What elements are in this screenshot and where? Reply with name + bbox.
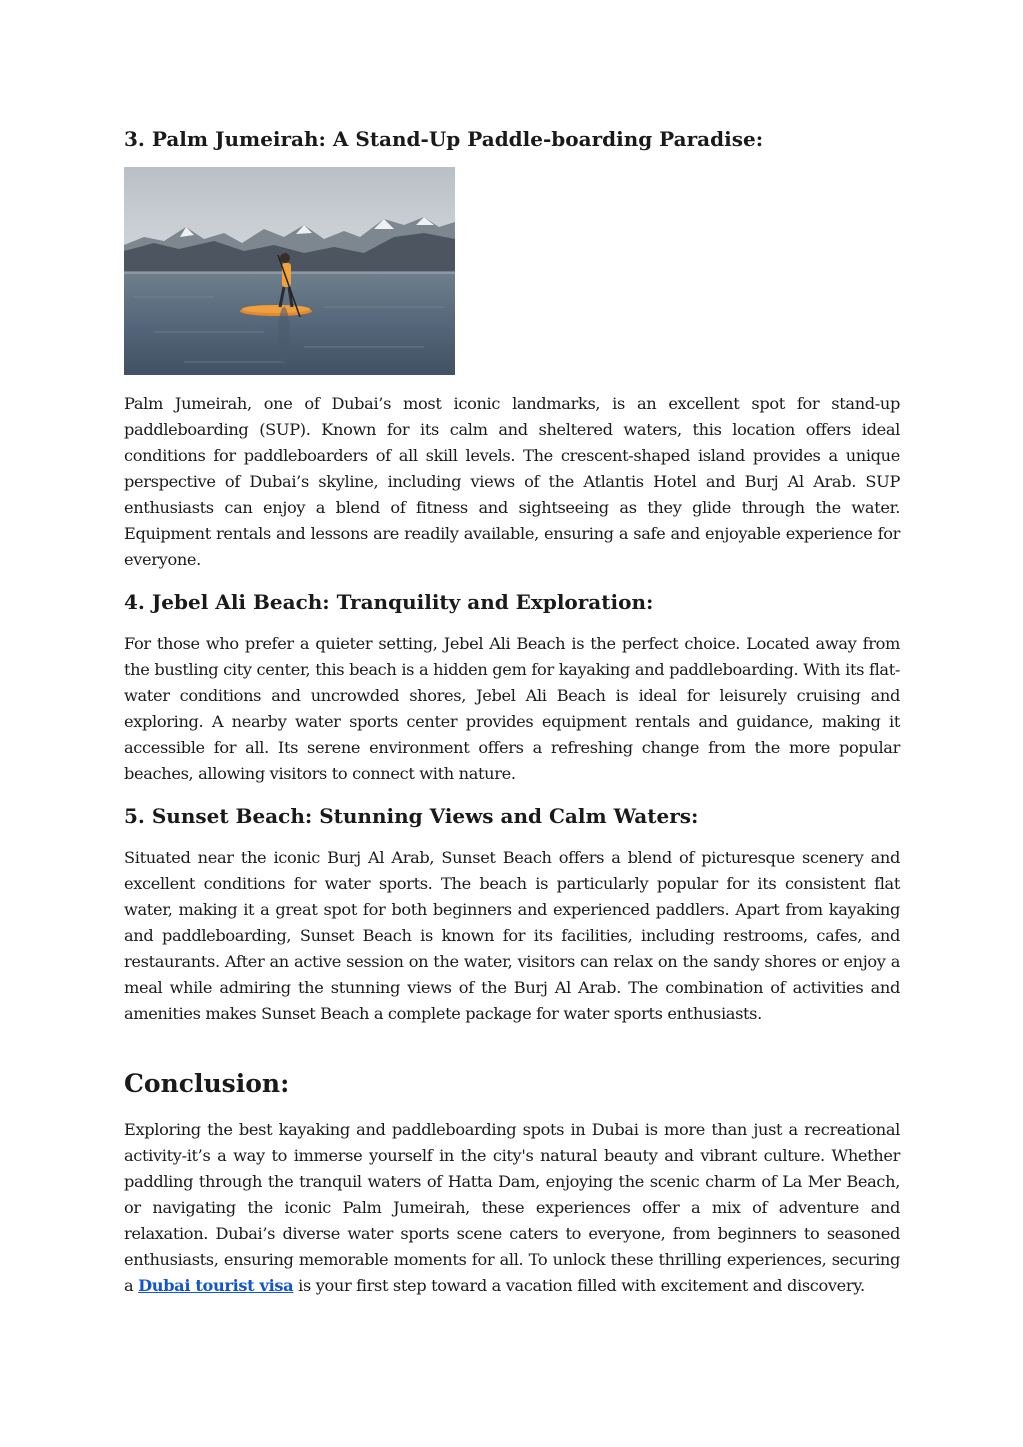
stand-up-paddleboarding-photo — [124, 167, 455, 375]
sunset-beach-paragraph: Situated near the iconic Burj Al Arab, Sunset Beach offers a blend of picturesque scenery and excellent conditions for water sports. The beach is particularly popular for its consistent flat water, making it a great spot for both beginners and experienced paddlers. Apart from kayaking and paddleboarding, Sunset Beach is known for its facilities, including restrooms, cafes, and restaurants. After an active session on the water, visitors can relax on the sandy shores or enjoy a meal while admiring the stunning views of the Burj Al Arab. The combination of activities and amenities makes Sunset Beach a complete package for water sports enthusiasts. — [124, 848, 900, 1023]
conclusion-text-after-link: is your first step toward a vacation filled with excitement and discovery. — [293, 1276, 865, 1295]
conclusion-paragraph — [124, 1117, 900, 1299]
conclusion-heading: Conclusion: — [124, 1069, 290, 1098]
jebel-ali-beach-paragraph: For those who prefer a quieter setting, Jebel Ali Beach is the perfect choice. Located away from the bustling city center, this beach is a hidden gem for kayaking and paddleboarding. With its flat-water conditions and uncrowded shores, Jebel Ali Beach is ideal for leisurely cruising and exploring. A nearby water sports center provides equipment rentals and guidance, making it accessible for all. Its serene environment offers a refreshing change from the more popular beaches, allowing visitors to connect with nature. — [124, 634, 900, 783]
section-heading-sunset-beach: 5. Sunset Beach: Stunning Views and Calm Waters: — [124, 804, 699, 828]
palm-jumeirah-paragraph: Palm Jumeirah, one of Dubai’s most iconic landmarks, is an excellent spot for stand-up paddleboarding (SUP). Known for its calm and sheltered waters, this location offers ideal conditions for paddleboarders of all skill levels. The crescent-shaped island provides a unique perspective of Dubai’s skyline, including views of the Atlantis Hotel and Burj Al Arab. SUP enthusiasts can enjoy a blend of fitness and sightseeing as they glide through the water. Equipment rentals and lessons are readily available, ensuring a safe and enjoyable experience for everyone. — [124, 394, 900, 569]
section-heading-jebel-ali-beach: 4. Jebel Ali Beach: Tranquility and Exploration: — [124, 590, 654, 614]
conclusion-text-before-link: Exploring the best kayaking and paddleboarding spots in Dubai is more than just a recreational activity-it’s a way to immerse yourself in the city's natural beauty and vibrant culture. Whether paddling through the tranquil waters of Hatta Dam, enjoying the scenic charm of La Mer Beach, or navigating the iconic Palm Jumeirah, these experiences offer a mix of adventure and relaxation. Dubai’s diverse water sports scene caters to everyone, from beginners to seasoned enthusiasts, ensuring memorable moments for all. To unlock these thrilling experiences, securing a — [124, 1120, 900, 1295]
dubai-tourist-visa-link[interactable]: Dubai tourist visa — [138, 1276, 294, 1295]
section-heading-palm-jumeirah: 3. Palm Jumeirah: A Stand-Up Paddle-boarding Paradise: — [124, 127, 764, 151]
